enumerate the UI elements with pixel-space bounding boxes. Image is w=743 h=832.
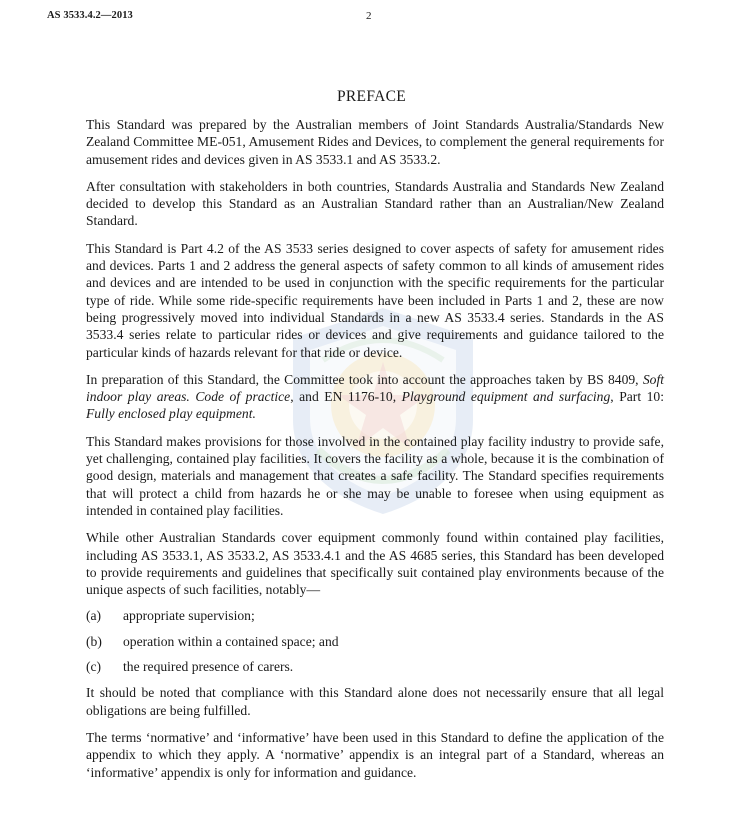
paragraph-preparation [86,371,664,423]
prep-citation-bs8409: Soft indoor play areas. Code of practice [86,371,664,405]
prep-text-3: , Part 10: [610,389,664,405]
list-item-label: (a) [86,608,102,624]
aspects-list [86,607,664,675]
prep-text-1: In preparation of this Standard, the Committee took into account the approaches taken by BS 8409, [86,371,643,387]
prep-text-2: , and EN 1176-10, [290,389,402,405]
paragraph-provisions: This Standard makes provisions for those involved in the contained play facility industry to provide safe, yet challenging, contained play facilities. It covers the facility as a whole, because it is the combination of good design, materials and management that creates a safe facility. The Standard specifies requirements that will protect a child from hazards he or she may be unable to foresee when using equipment as intended in contained play facilities. [86,433,664,518]
list-item-text: operation within a contained space; and [123,633,339,649]
list-item-label: (b) [86,633,102,649]
list-item-text: appropriate supervision; [123,608,255,624]
prep-citation-en1176: Playground equipment and surfacing [401,389,611,405]
section-title: PREFACE [337,88,406,105]
list-item [86,658,664,675]
paragraph-series: This Standard is Part 4.2 of the AS 3533 series designed to cover aspects of safety for amusement rides and devices. Parts 1 and 2 address the general aspects of safety common to all kinds of amusement rides and devices and are intended to be used in conjunction with the specific requirements for the particular type of ride. While some ride-specific requirements have been included in Parts 1 and 2, these are now being progressively moved into individual Standards in a new AS 3533.4 series. Standards in the AS 3533.4 series relate to particular rides or devices and give requirements and guidance tailored to the particular kinds of hazards relevant for that ride or device. [86,240,664,360]
list-item-label: (c) [86,659,102,675]
paragraph-normative-informative: The terms ‘normative’ and ‘informative’ have been used in this Standard to define the application of the appendix to which they apply. A ‘normative’ appendix is an integral part of a Standard, whereas an ‘informative’ appendix is only for information and guidance. [86,729,664,780]
list-item [86,633,664,650]
preface-body [86,116,664,791]
page-number: 2 [366,10,372,22]
paragraph-compliance-note: It should be noted that compliance with this Standard alone does not necessarily ensure that all legal obligations are being fulfilled. [86,685,664,718]
list-item-text: the required presence of carers. [123,659,294,675]
running-header-designation: AS 3533.4.2—2013 [47,10,133,21]
paragraph-other-standards: While other Australian Standards cover equipment commonly found within contained play facilities, including AS 3533.1, AS 3533.2, AS 3533.4.1 and the AS 4685 series, this Standard has been developed to provide requirements and guidelines that specifically suit contained play environments because of the unique aspects of such facilities, notably— [86,530,664,598]
paragraph-committee: This Standard was prepared by the Australian members of Joint Standards Australia/Standards New Zealand Committee ME-051, Amusement Rides and Devices, to complement the general requirements for amusement rides and devices given in AS 3533.1 and AS 3533.2. [86,117,664,167]
paragraph-consultation: After consultation with stakeholders in both countries, Standards Australia and Standards New Zealand decided to develop this Standard as an Australian Standard rather than an Australian/New Zealand Standard. [86,178,664,229]
prep-citation-part10: Fully enclosed play equipment. [86,406,256,422]
list-item [86,607,664,624]
